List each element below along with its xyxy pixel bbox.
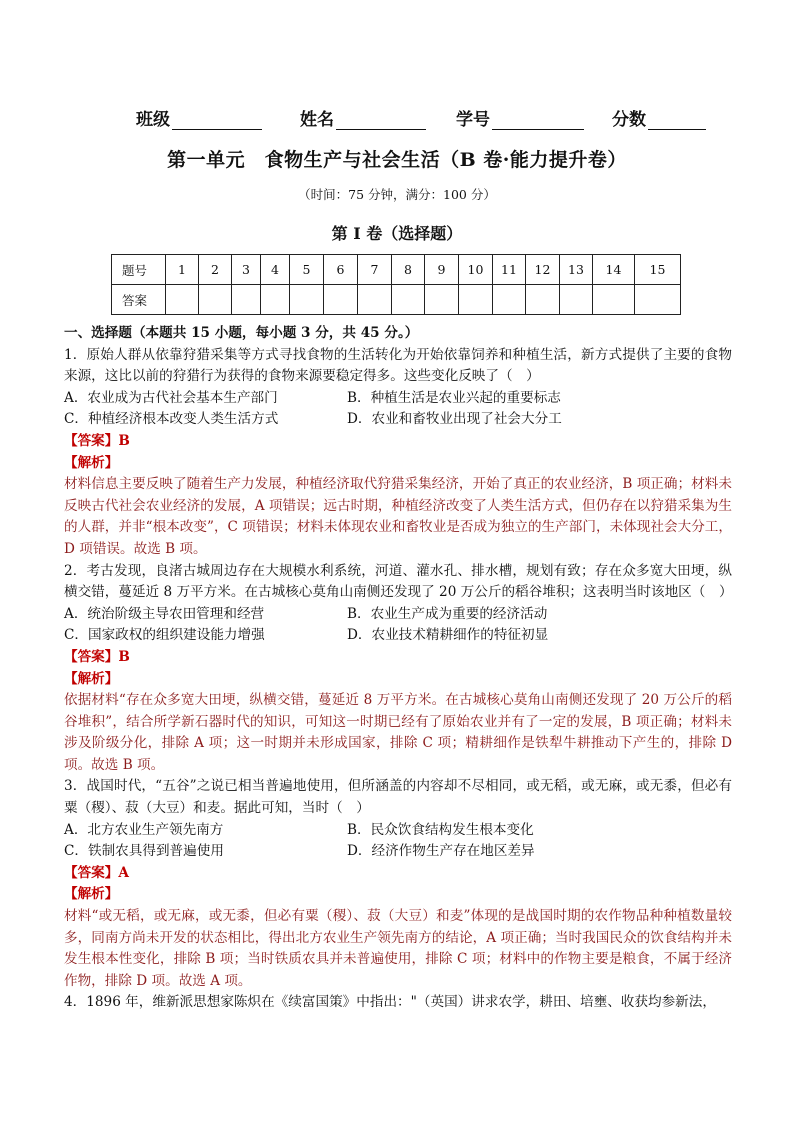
option-b: B．种植生活是农业兴起的重要标志 [347,389,561,406]
class-blank[interactable] [172,109,262,130]
answer-sheet-table [111,254,681,315]
answer-tag: 【答案】 [64,864,119,881]
question-number-cell: 15 [635,255,681,285]
answer-cell[interactable] [425,285,459,315]
answer-cell[interactable] [526,285,560,315]
answer-line-2 [64,647,732,669]
question-number-cell: 14 [593,255,635,285]
score-field [612,105,706,130]
answer-cell[interactable] [261,285,290,315]
option-c: C．种植经济根本改变人类生活方式 [64,411,279,428]
option-a: A．统治阶级主导农田管理和经营 [64,605,265,622]
name-blank[interactable] [336,109,426,130]
option-b: B．农业生产成为重要的经济活动 [347,605,548,622]
analysis-tag: 【解析】 [64,670,119,687]
option-c: C．国家政权的组织建设能力增强 [64,627,265,644]
exam-subtitle: （时间：75 分钟，满分：100 分） [298,187,496,202]
question-number-cell: 7 [358,255,392,285]
option-b: B．民众饮食结构发生根本变化 [347,821,534,838]
analysis-text-2: 依据材料“存在众多宽大田埂，纵横交错，蔓延近 8 万平方米。在古城核心莫角山南侧还发现了 20 万公斤的稻谷堆积”，结合所学新石器时代的知识，可知这一时期已经有了原始农业并有了一定的发展，B 项正确；材料未涉及阶级分化，排除 A 项；这一时期并未形成国家，排除 C 项；精耕细作是铁犁牛耕推动下产生的，排除 D 项。故选 B 项。 [64,692,732,773]
student-id-label: 学号 [456,110,490,130]
section-title: 第 I 卷（选择题） [331,224,463,243]
answer-tag: 【答案】 [64,648,119,665]
analysis-line-1 [64,453,732,475]
answer-value-2: B [118,648,130,665]
question-number-cell: 11 [493,255,526,285]
option-d: D．农业和畜牧业出现了社会大分工 [347,411,562,428]
answer-cell[interactable] [199,285,232,315]
question-number-cell: 2 [199,255,232,285]
question-number-cell: 13 [560,255,593,285]
score-blank[interactable] [648,109,706,130]
question-stem-3: 3．战国时代，“五谷”之说已相当普遍地使用，但所涵盖的内容却不尽相同，或无稻，或无麻，或无黍，但必有粟（稷）、菽（大豆）和麦。据此可知，当时（ ） [64,778,732,817]
answer-cell[interactable] [560,285,593,315]
answer-row-label: 答案 [112,285,166,315]
answer-line-3 [64,863,732,885]
question-stem-2: 2．考古发现，良渚古城周边存在大规模水利系统，河道、灌水孔、排水槽，规划有致；存在众多宽大田埂，纵横交错，蔓延近 8 万平方米。在古城核心莫角山南侧还发现了 20 万公斤的稻谷堆积；这表明当时该地区（ ） [64,562,733,601]
question-content [64,323,732,1014]
answer-value-3: A [118,864,129,881]
answer-cell[interactable] [358,285,392,315]
question-number-cell: 8 [392,255,425,285]
question-number-cell: 3 [232,255,261,285]
answer-tag: 【答案】 [64,432,119,449]
question-options-3 [64,820,732,863]
question-number-cell: 4 [261,255,290,285]
analysis-text-1: 材料信息主要反映了随着生产力发展，种植经济取代狩猎采集经济，开始了真正的农业经济，B 项正确；材料未反映古代社会农业经济的发展，A 项错误；远古时期，种植经济改变了人类生活方式，但仍存在以狩猎采集为生的人群，并非“根本改变”，C 项错误；材料未体现农业和畜牧业是否成为独立的生产部门，未体现社会大分工，D 项错误。故选 B 项。 [64,476,732,557]
question-number-cell: 6 [324,255,358,285]
answer-cell[interactable] [232,285,261,315]
student-id-field [456,105,584,130]
question-number-cell: 5 [290,255,324,285]
analysis-text-3: 材料“或无稻，或无麻，或无黍，但必有粟（稷）、菽（大豆）和麦”体现的是战国时期的农作物品种种植数量较多，同南方尚未开发的状态相比，得出北方农业生产领先南方的结论，A 项正确；当时我国民众的饮食结构并未发生根本性变化，排除 B 项；当时铁质农具并未普遍使用，排除 C 项；材料中的作物主要是粮食，不属于经济作物，排除 D 项。故选 A 项。 [64,908,732,989]
score-label: 分数 [612,110,646,130]
question-number-cell: 1 [166,255,199,285]
question-number-cell: 12 [526,255,560,285]
option-c: C．铁制农具得到普遍使用 [64,843,224,860]
exam-title: 第一单元 食物生产与社会生活（B 卷·能力提升卷） [167,149,627,171]
question-number-row [112,255,681,285]
answer-cell[interactable] [635,285,681,315]
answer-cell[interactable] [290,285,324,315]
answer-cell[interactable] [324,285,358,315]
answer-cell[interactable] [593,285,635,315]
student-id-blank[interactable] [492,109,584,130]
analysis-tag: 【解析】 [64,454,119,471]
question-stem-1: 1．原始人群从依靠狩猎采集等方式寻找食物的生活转化为开始依靠饲养和种植生活，新方式提供了主要的食物来源，这比以前的狩猎行为获得的食物来源要稳定得多。这些变化反映了（ ） [64,346,732,385]
analysis-line-3 [64,884,732,906]
option-d: D．经济作物生产存在地区差异 [347,843,535,860]
section-heading: 一、选择题（本题共 15 小题，每小题 3 分，共 45 分。） [64,325,419,341]
answer-cell[interactable] [166,285,199,315]
answer-cell[interactable] [493,285,526,315]
question-stem-4: 4．1896 年，维新派思想家陈炽在《续富国策》中指出："（英国）讲求农学，耕田、培壅、收获均参新法， [64,994,716,1011]
question-options-2 [64,604,732,647]
answer-cell[interactable] [392,285,425,315]
class-label: 班级 [136,110,170,130]
analysis-line-2 [64,669,732,691]
option-d: D．农业技术精耕细作的特征初显 [347,627,549,644]
question-number-label: 题号 [112,255,166,285]
answer-row [112,285,681,315]
answer-value-1: B [118,432,130,449]
class-field [136,105,262,130]
name-label: 姓名 [300,110,334,130]
question-number-cell: 10 [459,255,493,285]
question-number-cell: 9 [425,255,459,285]
option-a: A．北方农业生产领先南方 [64,821,224,838]
name-field [300,105,426,130]
answer-cell[interactable] [459,285,493,315]
question-options-1 [64,388,732,431]
analysis-tag: 【解析】 [64,886,119,903]
option-a: A．农业成为古代社会基本生产部门 [64,389,278,406]
answer-line-1 [64,431,732,453]
student-info-line [136,104,726,130]
